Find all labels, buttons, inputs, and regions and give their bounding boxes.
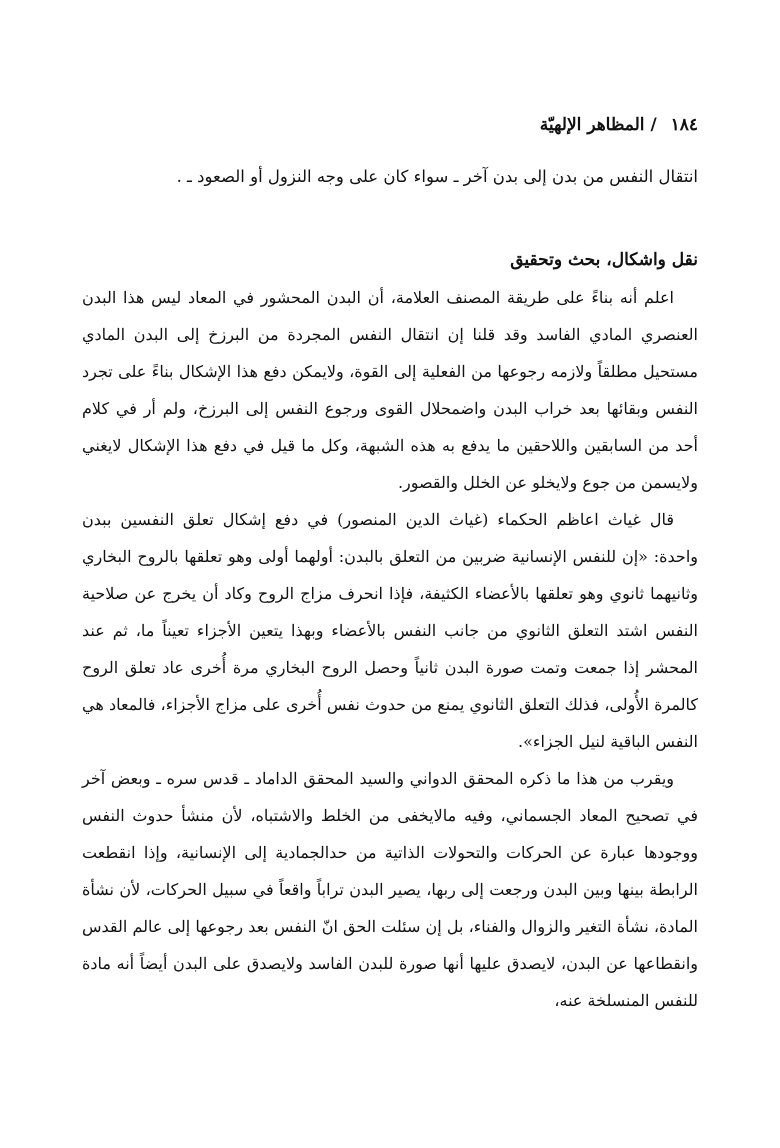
document-page <box>82 112 698 1019</box>
opening-line: انتقال النفس من بدن إلى بدن آخر ـ سواء كان على وجه النزول أو الصعود ـ . <box>176 167 698 186</box>
body-paragraph-3: ويقرب من هذا ما ذكره المحقق الدواني والسيد المحقق الداماد ـ قدس سره ـ وبعض آخر في تصحيح المعاد الجسماني، وفيه مالايخفى من الخلط والاشتباه، لأن منشأ حدوث النفس ووجودها عبارة عن الحركات والتحولات الذاتية من حدالجمادية إلى الإنسانية، وإذا انقطعت الرابطة بينها وبين البدن ورجعت إلى ربها، يصير البدن تراباً واقعاً في سبيل الحركات، لأن نشأة المادة، نشأة التغير والزوال والفناء، بل إن سئلت الحق انّ النفس بعد رجوعها إلى عالم القدس وانقطاعها عن البدن، لايصدق عليها أنها صورة للبدن الفاسد ولايصدق على البدن أيضاً أنه مادة للنفس المنسلخة عنه، <box>82 769 699 1010</box>
running-header <box>82 112 698 138</box>
page-number: ١٨٤ <box>670 115 698 135</box>
book-title: المظاهر الإلهيّة <box>539 115 645 135</box>
header-separator: / <box>650 115 657 135</box>
body-paragraph-1: اعلم أنه بناءً على طريقة المصنف العلامة، أن البدن المحشور في المعاد ليس هذا البدن العنصري المادي الفاسد وقد قلنا إن انتقال النفس المجردة من البرزخ إلى البدن المادي مستحيل مطلقاً ولازمه رجوعها من الفعلية إلى القوة، ولايمكن دفع هذا الإشكال بناءً على تجرد النفس وبقائها بعد خراب البدن واضمحلال القوى ورجوع النفس إلى البرزخ، ولم أر في كلام أحد من السابقين واللاحقين ما يدفع به هذه الشبهة، وكل ما قيل في دفع هذا الإشكال لايغني ولايسمن من جوع ولايخلو عن الخلل والقصور. <box>82 288 699 492</box>
body-paragraph-2: قال غياث اعاظم الحكماء (غياث الدين المنصور) في دفع إشكال تعلق النفسين ببدن واحدة: «إن للنفس الإنسانية ضربين من التعلق بالبدن: أولهما أولى وهو تعلقها بالروح البخاري وثانيهما ثانوي وهو تعلقها بالأعضاء الكثيفة، فإذا انحرف مزاج الروح وكاد أن يخرج عن صلاحية النفس اشتد التعلق الثانوي من جانب النفس بالأعضاء وبهذا يتعين الأجزاء تعيناً ما، ثم عند المحشر إذا جمعت وتمت صورة البدن ثانياً وحصل الروح البخاري مرة أُخرى عاد تعلق الروح كالمرة الأُولى، فذلك التعلق الثانوي يمنع من حدوث نفس أُخرى على مزاج الأجزاء، فالمعاد هي النفس الباقية لنيل الجزاء». <box>82 510 699 751</box>
section-heading: نقل واشكال، بحث وتحقيق <box>510 250 698 270</box>
